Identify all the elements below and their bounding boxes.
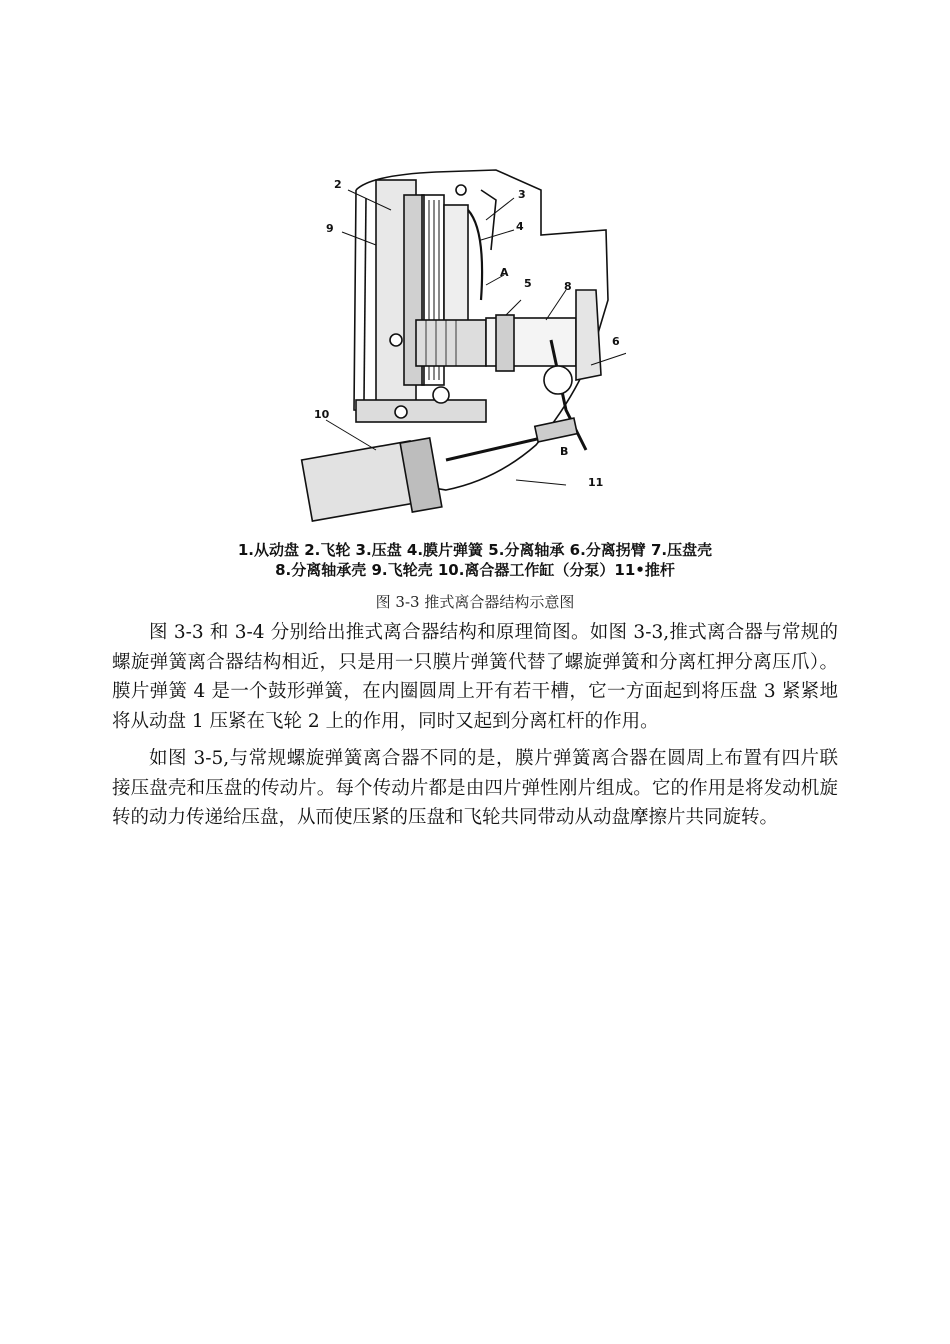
callout-A: A <box>500 266 509 279</box>
callout-4: 4 <box>516 220 524 233</box>
figure-legend-line-2: 8.分离轴承壳 9.飞轮壳 10.离合器工作缸（分泵）11•推杆 <box>275 561 675 579</box>
body-paragraph-2: 如图 3-5,与常规螺旋弹簧离合器不同的是，膜片弹簧离合器在圆周上布置有四片联接压盘壳和压盘的传动片。每个传动片都是由四片弹性刚片组成。它的作用是将发动机旋转的动力传递给压盘，从而使压紧的压盘和飞轮共同带动从动盘摩擦片共同旋转。 <box>112 748 838 828</box>
callout-8: 8 <box>564 280 572 293</box>
figure-caption: 图 3-3 推式离合器结构示意图 <box>375 593 575 611</box>
clutch-diagram <box>296 150 626 528</box>
callout-11: 11 <box>588 476 604 489</box>
callout-2: 2 <box>334 178 342 191</box>
callout-10: 10 <box>314 408 330 421</box>
callout-6: 6 <box>612 335 620 348</box>
callout-3: 3 <box>518 188 526 201</box>
body-paragraph-1: 图 3-3 和 3-4 分别给出推式离合器结构和原理简图。如图 3-3,推式离合器与常规的螺旋弹簧离合器结构相近，只是用一只膜片弹簧代替了螺旋弹簧和分离杠押分离压爪）。膜片弹簧 4 是一个鼓形弹簧，在内圈圆周上开有若干槽，它一方面起到将压盘 3 紧紧地将从动盘 1 压紧在飞轮 2 上的作用，同时又起到分离杠杆的作用。 <box>112 622 838 732</box>
figure-legend-line-1: 1.从动盘 2.飞轮 3.压盘 4.膜片弹簧 5.分离轴承 6.分离拐臂 7.压盘壳 <box>237 541 713 559</box>
callout-9: 9 <box>326 222 334 235</box>
callout-B: B <box>560 445 569 458</box>
callout-5: 5 <box>524 277 532 290</box>
